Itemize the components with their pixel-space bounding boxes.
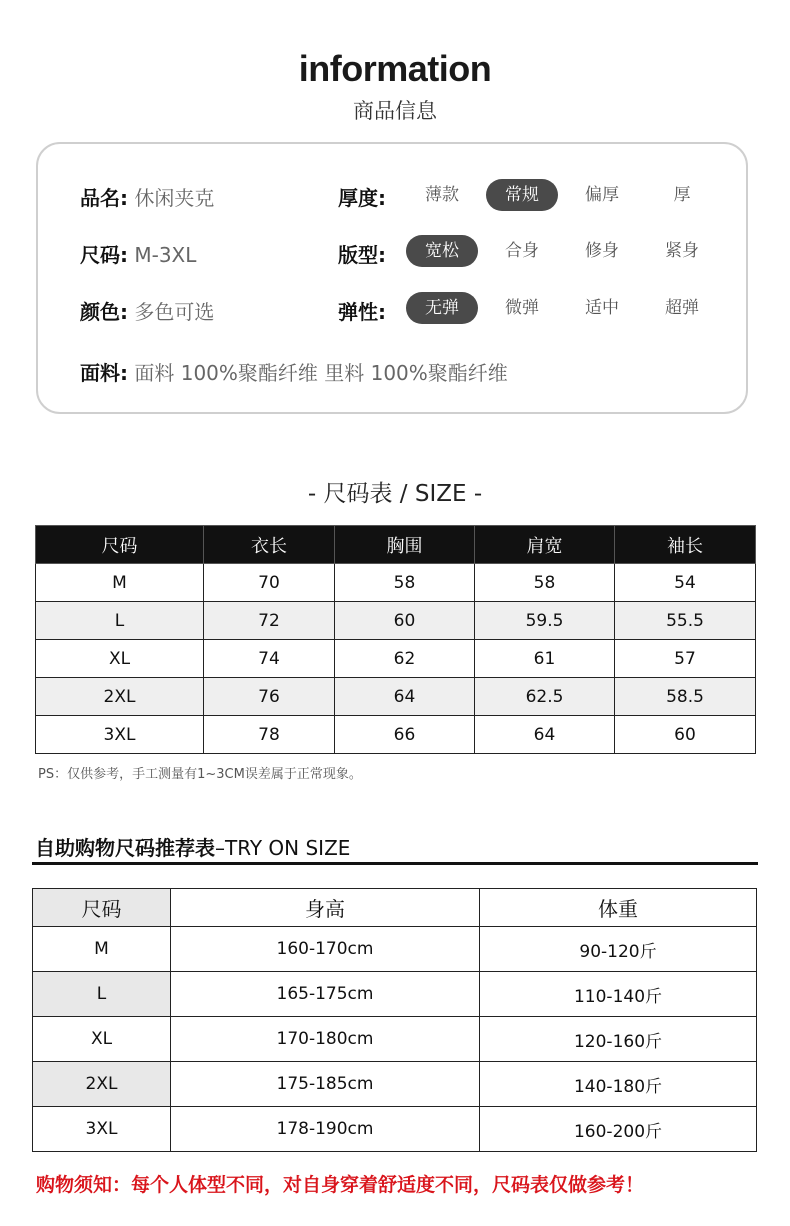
fabric-row — [80, 357, 508, 386]
info-card — [36, 142, 748, 414]
table-cell: 170-180cm — [171, 1017, 480, 1062]
elasticity-option: 适中 — [585, 298, 619, 318]
table-row — [33, 927, 757, 972]
table-cell: 110-140斤 — [480, 972, 757, 1017]
size-label: 尺码: — [80, 243, 128, 267]
try-on-divider — [32, 862, 758, 865]
table-row — [36, 716, 756, 754]
table-cell: 3XL — [33, 1107, 171, 1152]
table-cell: 70 — [204, 564, 335, 602]
col-header-shoulder: 肩宽 — [475, 526, 615, 564]
thickness-option: 厚 — [673, 185, 691, 205]
elasticity-label: 弹性: — [338, 300, 386, 324]
try-on-title-cn: 自助购物尺码推荐表 — [35, 836, 215, 860]
color-label: 颜色: — [80, 300, 128, 324]
table-cell: 54 — [615, 564, 756, 602]
table-cell: 58.5 — [615, 678, 756, 716]
thickness-option: 偏厚 — [585, 185, 619, 205]
try-on-title-en: –TRY ON SIZE — [215, 836, 351, 860]
table-cell: 58 — [475, 564, 615, 602]
try-on-header — [33, 889, 757, 927]
fit-label: 版型: — [338, 243, 386, 267]
table-cell: 58 — [335, 564, 475, 602]
table-cell: 3XL — [36, 716, 204, 754]
table-cell: 140-180斤 — [480, 1062, 757, 1107]
col-header-height: 身高 — [171, 889, 480, 927]
try-on-title — [35, 832, 350, 861]
table-row — [33, 1107, 757, 1152]
table-cell: 160-170cm — [171, 927, 480, 972]
table-row — [33, 1017, 757, 1062]
table-cell: 66 — [335, 716, 475, 754]
col-header-size: 尺码 — [33, 889, 171, 927]
table-cell: L — [33, 972, 171, 1017]
fit-option: 修身 — [585, 241, 619, 261]
elasticity-option-selected: 无弹 — [406, 292, 478, 324]
table-cell: 60 — [335, 602, 475, 640]
col-header-sleeve: 袖长 — [615, 526, 756, 564]
table-cell: 59.5 — [475, 602, 615, 640]
table-row — [36, 678, 756, 716]
try-on-table — [32, 888, 757, 1152]
table-cell: 64 — [475, 716, 615, 754]
fit-option: 紧身 — [665, 241, 699, 261]
header-title: information — [298, 48, 492, 89]
table-cell: 57 — [615, 640, 756, 678]
table-cell: M — [33, 927, 171, 972]
table-cell: 2XL — [36, 678, 204, 716]
table-cell: 178-190cm — [171, 1107, 480, 1152]
name-row — [80, 182, 214, 211]
table-cell: 90-120斤 — [480, 927, 757, 972]
thickness-label: 厚度: — [338, 186, 386, 210]
table-row — [33, 1062, 757, 1107]
thickness-option-selected: 常规 — [486, 179, 558, 211]
table-cell: 55.5 — [615, 602, 756, 640]
table-row — [36, 640, 756, 678]
header-subtitle: 商品信息 — [353, 99, 437, 123]
table-row — [36, 564, 756, 602]
size-table-title: - 尺码表 / SIZE - — [307, 481, 483, 507]
table-cell: 62 — [335, 640, 475, 678]
size-table-header — [36, 526, 756, 564]
table-row — [33, 972, 757, 1017]
table-cell: L — [36, 602, 204, 640]
table-cell: 64 — [335, 678, 475, 716]
fit-option: 合身 — [505, 241, 539, 261]
table-cell: 165-175cm — [171, 972, 480, 1017]
table-cell: 74 — [204, 640, 335, 678]
table-cell: XL — [33, 1017, 171, 1062]
name-label: 品名: — [80, 186, 128, 210]
table-cell: 76 — [204, 678, 335, 716]
table-cell: 78 — [204, 716, 335, 754]
table-cell: 120-160斤 — [480, 1017, 757, 1062]
size-row — [80, 239, 196, 268]
color-row — [80, 296, 214, 325]
col-header-length: 衣长 — [204, 526, 335, 564]
table-cell: 175-185cm — [171, 1062, 480, 1107]
table-cell: 62.5 — [475, 678, 615, 716]
fabric-value: 面料 100%聚酯纤维 里料 100%聚酯纤维 — [134, 361, 508, 385]
size-value: M-3XL — [134, 243, 197, 267]
table-cell: 160-200斤 — [480, 1107, 757, 1152]
name-value: 休闲夹克 — [134, 186, 215, 210]
table-cell: 60 — [615, 716, 756, 754]
elasticity-option: 超弹 — [665, 298, 699, 318]
table-cell: 61 — [475, 640, 615, 678]
fit-option-selected: 宽松 — [406, 235, 478, 267]
table-cell: XL — [36, 640, 204, 678]
col-header-size: 尺码 — [36, 526, 204, 564]
color-value: 多色可选 — [134, 300, 215, 324]
table-cell: 72 — [204, 602, 335, 640]
shopping-notice: 购物须知：每个人体型不同，对自身穿着舒适度不同，尺码表仅做参考！ — [36, 1174, 645, 1196]
thickness-option: 薄款 — [425, 185, 459, 205]
fabric-label: 面料: — [80, 361, 128, 385]
col-header-weight: 体重 — [480, 889, 757, 927]
table-row — [36, 602, 756, 640]
col-header-chest: 胸围 — [335, 526, 475, 564]
size-table-note: PS：仅供参考，手工测量有1~3CM误差属于正常现象。 — [38, 767, 362, 782]
table-cell: M — [36, 564, 204, 602]
elasticity-option: 微弹 — [505, 298, 539, 318]
size-table — [35, 525, 756, 754]
table-cell: 2XL — [33, 1062, 171, 1107]
